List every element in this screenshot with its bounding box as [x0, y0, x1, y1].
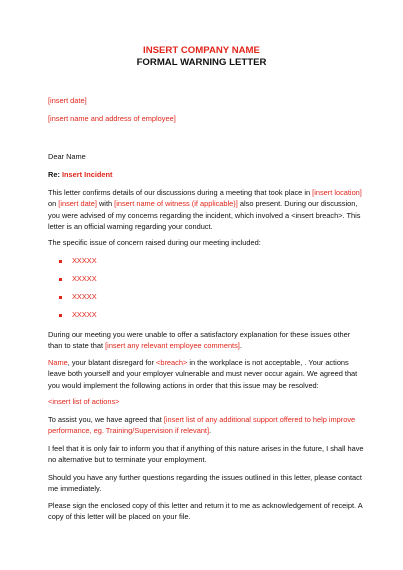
salutation: Dear Name [48, 152, 86, 161]
company-name: INSERT COMPANY NAME [143, 45, 260, 56]
p1-text-a: This letter confirms details of our discussions during a meeting that took place in [48, 188, 313, 197]
paragraph-meeting-details [48, 187, 366, 232]
p1-text-d: also present. During our discussion, you were advised of my concerns regarding the incident, which involved a <insert breach>. This letter is an official warning regarding your conduct. [48, 199, 361, 231]
p5-text-b: . [209, 426, 212, 436]
employee-address-field: [insert name and address of employee] [48, 114, 176, 123]
p4-text-a: , your blatant disregard for [67, 358, 157, 367]
meeting-date-field: [insert date] [58, 199, 97, 209]
issue-item: XXXXX [72, 292, 97, 301]
breach-field: <breach> [156, 358, 188, 367]
re-line [48, 170, 112, 179]
p3-text-a: During our meeting you were unable to offer a satisfactory explanation for these issues other than to state that [48, 330, 351, 351]
p5-text-a: To assist you, we have agreed that [48, 415, 164, 424]
letter-title: FORMAL WARNING LETTER [136, 57, 267, 68]
witness-field: [insert name of witness (if applicable)] [114, 199, 238, 209]
location-field: [insert location] [312, 188, 362, 197]
paragraph-acknowledgement: Please sign the enclosed copy of this letter and return it to me as acknowledgement of receipt. A copy of this letter will be placed on your file. [48, 501, 363, 522]
issue-item: XXXXX [72, 274, 97, 283]
re-prefix: Re: [48, 170, 62, 179]
paragraph-questions: Should you have any further questions regarding the issues outlined in this letter, please contact me immediately. [48, 473, 362, 494]
issue-item: XXXXX [72, 310, 97, 319]
p1-text-c: with [96, 199, 115, 209]
employee-name-field: Name [48, 358, 68, 367]
paragraph-explanation [48, 329, 366, 352]
actions-list-field: <insert list of actions> [48, 397, 120, 406]
bullet-icon [59, 296, 62, 299]
p1-text-b: on [48, 199, 59, 209]
paragraph-support [48, 414, 366, 437]
p3-text-b: . [239, 341, 242, 351]
re-subject: Insert Incident [61, 170, 113, 179]
support-field: [insert list of any additional support offered to help improve performance, eg. Training/Supervision if relevant] [48, 415, 356, 436]
date-field: [insert date] [48, 96, 87, 105]
p4-text-b: in the workplace is not acceptable, . Your actions leave both yourself and your employer vulnerable and must never occur again. We agreed that you would implement the following actions in order that this issue may be resolved: [48, 358, 358, 390]
issue-item: XXXXX [72, 256, 97, 265]
paragraph-issues-intro: The specific issue of concern raised during our meeting included: [48, 238, 261, 247]
employee-comments-field: [insert any relevant employee comments] [105, 341, 240, 351]
bullet-icon [59, 278, 62, 281]
bullet-icon [59, 314, 62, 317]
bullet-icon [59, 260, 62, 263]
paragraph-termination-warning: I feel that it is only fair to inform you that if anything of this nature arises in the future, I shall have no alternative but to terminate your employment. [48, 444, 364, 465]
paragraph-disregard [48, 357, 366, 391]
